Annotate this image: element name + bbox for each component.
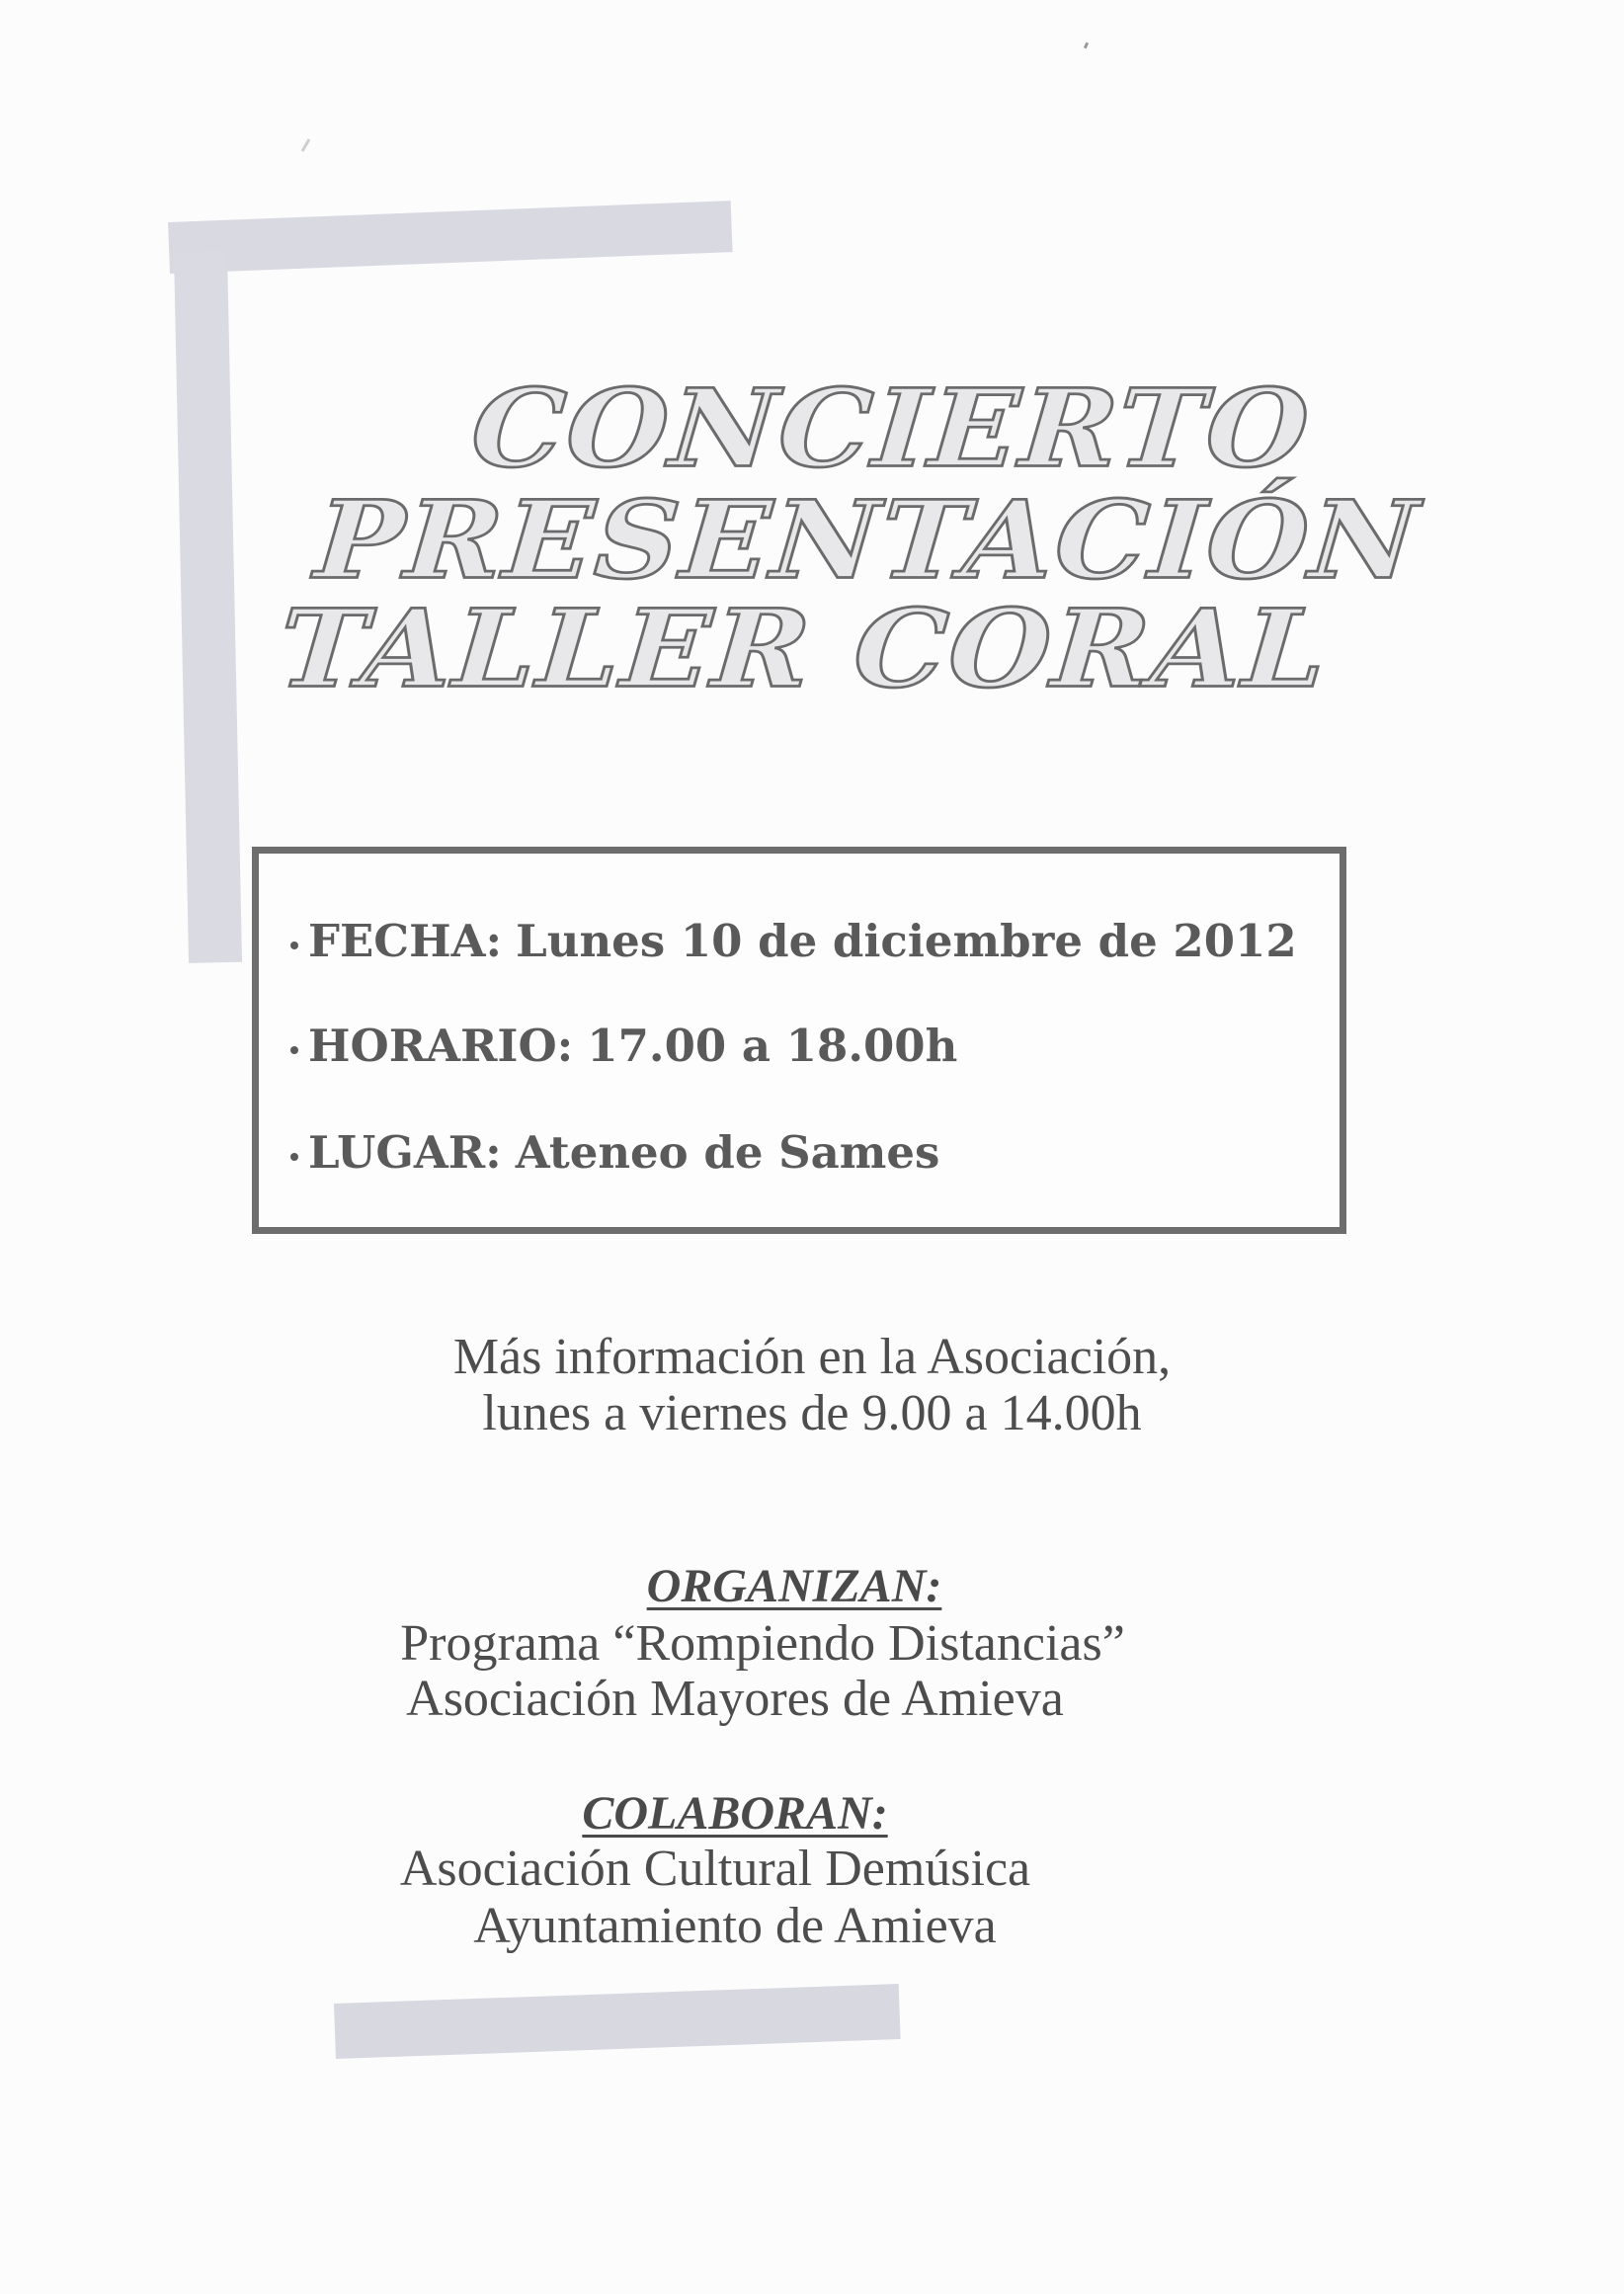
organizers-heading: ORGANIZAN:: [646, 1560, 942, 1612]
decorative-bar-top: [168, 201, 733, 274]
time-value: 17.00 a 18.00h: [587, 1020, 958, 1072]
scan-speck: [301, 138, 311, 152]
organizer-item: Programa “Rompiendo Distancias”: [400, 1615, 1125, 1672]
collaborators-heading: COLABORAN:: [582, 1787, 888, 1840]
title-line-3: TALLER CORAL: [275, 585, 1334, 712]
time-row: [290, 1020, 957, 1072]
title-line-2: PRESENTACIÓN: [311, 476, 1424, 604]
organizer-item: Asociación Mayores de Amieva: [406, 1671, 1064, 1727]
time-label: HORARIO:: [308, 1020, 574, 1072]
bullet-icon: [290, 1046, 298, 1054]
decorative-bar-bottom: [334, 1984, 901, 2059]
event-details-box: [252, 847, 1346, 1234]
title-line-1: CONCIERTO: [467, 365, 1316, 492]
scan-speck: [1084, 42, 1089, 49]
more-info-line-1: Más información en la Asociación,: [452, 1329, 1172, 1385]
decorative-bar-left: [174, 251, 242, 963]
collaborator-item: Ayuntamiento de Amieva: [473, 1898, 997, 1954]
place-label: LUGAR:: [308, 1126, 502, 1179]
more-info-line-2: lunes a viernes de 9.00 a 14.00h: [482, 1385, 1142, 1441]
bullet-icon: [290, 1153, 298, 1161]
bullet-icon: [290, 942, 298, 949]
place-row: [290, 1126, 939, 1179]
date-label: FECHA:: [308, 915, 503, 967]
collaborator-item: Asociación Cultural Demúsica: [399, 1841, 1031, 1897]
place-value: Ateneo de Sames: [515, 1126, 940, 1179]
date-value: Lunes 10 de diciembre de 2012: [516, 915, 1297, 967]
date-row: [290, 915, 1297, 967]
